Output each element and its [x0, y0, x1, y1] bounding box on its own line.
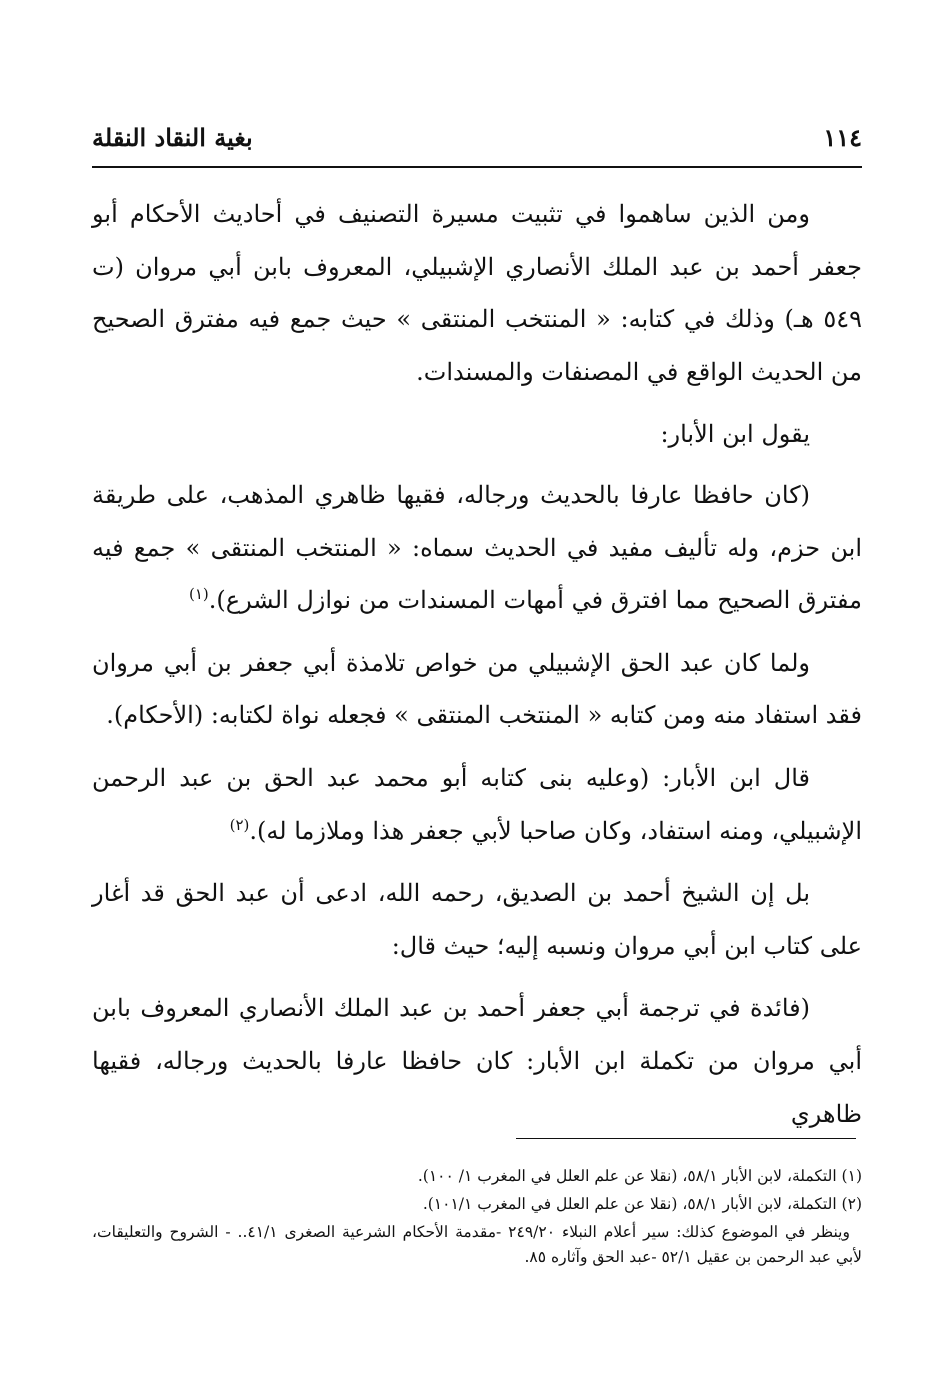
header-divider [92, 166, 862, 168]
page-header [92, 112, 862, 162]
paragraph: يقول ابن الأبار: [660, 420, 810, 449]
main-text [92, 188, 862, 1150]
footnote-marker[interactable]: (١) [188, 585, 209, 604]
paragraph: ولما كان عبد الحق الإشبيلي من خواص تلامذة أبي جعفر بن أبي مروان فقد استفاد منه ومن كتابه « المنتخب المنتقى » فجعله نواة لكتابه: (الأحكام). [92, 648, 862, 730]
footnote-marker[interactable]: (٢) [229, 815, 250, 834]
footnote-item: وينظر في الموضوع كذلك: سير أعلام النبلاء ٢٤٩/٢٠ -مقدمة الأحكام الشرعية الصغرى ٤١/١.. - الشروح والتعليقات، لأبي عبد الرحمن بن عقيل ٥٢/١ -عبد الحق وآثاره ٨٥. [92, 1223, 862, 1266]
paragraph: (فائدة في ترجمة أبي جعفر أحمد بن عبد الملك الأنصاري المعروف بابن أبي مروان من تكملة ابن الأبار: كان حافظا عارفا بالحديث ورجاله، فقيها ظاهري [92, 994, 862, 1128]
book-title: بغية النقاد النقلة [92, 122, 253, 152]
footnotes [92, 1162, 862, 1270]
paragraph-text: (كان حافظا عارفا بالحديث ورجاله، فقيها ظاهري المذهب، على طريقة ابن حزم، وله تأليف مفيد في الحديث سماه: « المنتخب المنتقى » جمع فيه مفترق الصحيح مما افترق في أمهات المسندات من نوازل الشرع). [92, 480, 862, 615]
paragraph: بل إن الشيخ أحمد بن الصديق، رحمه الله، ادعى أن عبد الحق قد أغار على كتاب ابن أبي مروان ونسبه إليه؛ حيث قال: [92, 879, 862, 960]
footnote-divider [516, 1138, 856, 1139]
page-number: ١١٤ [823, 122, 862, 152]
quote-paragraph [92, 752, 862, 857]
paragraph: ومن الذين ساهموا في تثبيت مسيرة التصنيف في أحاديث الأحكام أبو جعفر أحمد بن عبد الملك الأنصاري الإشبيلي، المعروف بابن أبي مروان (ت ٥٤٩ هـ) وذلك في كتابه: « المنتخب المنتقى » حيث جمع فيه مفترق الصحيح من الحديث الواقع في المصنفات والمسندات. [92, 200, 862, 386]
paragraph-text: قال ابن الأبار: (وعليه بنى كتابه أبو محمد عبد الحق بن عبد الرحمن الإشبيلي، ومنه استفاد، وكان صاحبا لأبي جعفر هذا وملازما له). [92, 763, 862, 845]
footnote-item: (١) التكملة، لابن الأبار ٥٨/١، (نقلا عن علم العلل في المغرب ١/ ١٠٠). [417, 1167, 862, 1185]
footnote-item: (٢) التكملة، لابن الأبار ٥٨/١، (نقلا عن علم العلل في المغرب ١٠١/١). [422, 1195, 862, 1213]
quote-paragraph [92, 469, 862, 627]
